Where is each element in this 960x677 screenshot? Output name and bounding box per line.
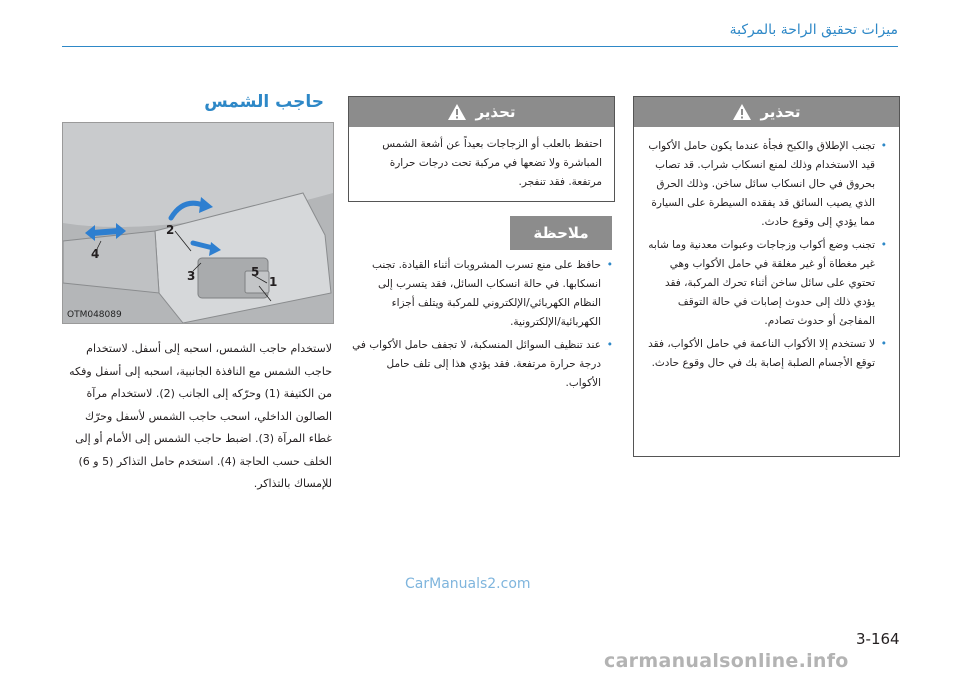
warning-text: احتفظ بالعلب أو الزجاجات بعيداً عن أشعة الشمس المباشرة ولا تضعها في مركبة تحت درجات حرارة مرتفعة. فقد تنفجر. (382, 138, 602, 188)
warning-title: تحذير (475, 103, 516, 121)
watermark: CarManuals2.com (405, 576, 531, 592)
callout-label: 3 (187, 269, 196, 283)
warning-item: • لا تستخدم إلا الأكواب الناعمة في حامل الأكواب، فقد توقع الأجسام الصلبة إصابة بك في حال وقوع حادث. (646, 335, 887, 373)
header-divider (62, 46, 898, 47)
notice-item: • عند تنظيف السوائل المنسكبة، لا تجفف حامل الأكواب في درجة حرارة مرتفعة. فقد يؤدي هذا إلى تلف حامل الأكواب. (348, 336, 613, 393)
warning-header (349, 97, 614, 127)
section-title: حاجب الشمس (204, 92, 324, 112)
warning-box-right (633, 96, 900, 457)
warning-header (634, 97, 899, 127)
callout-label: 4 (91, 247, 100, 261)
page-number: 3-164 (856, 630, 900, 648)
warning-title: تحذير (760, 103, 801, 121)
callout-label: 2 (166, 223, 175, 237)
callout-label: 5 (251, 265, 260, 279)
notice-item: • حافظ على منع تسرب المشروبات أثناء القيادة. تجنب انسكابها. في حالة انسكاب السائل، فقد يتسرب إلى النظام الكهربائي/الإلكتروني للمركبة ويتلف أجزاء الكهربائية/الإلكترونية. (348, 256, 613, 332)
notice-list (348, 256, 613, 397)
callout-label: 1 (269, 275, 278, 289)
sun-visor-illustration (63, 123, 333, 323)
section-body: لاستخدام حاجب الشمس، اسحبه إلى أسفل. لاستخدام حاجب الشمس مع النافذة الجانبية، اسحبه إلى أسفل وفكه من الكتيفة (1) وحرّكه إلى الجانب (2). لاستخدام مرآة الصالون الداخلي، اسحب حاجب الشمس لأسفل وحرّك غطاء المرآة (3). اضبط حاجب الشمس إلى الأمام أو إلى الخلف حسب الحاجة (4). استخدم حامل التذاكر (5 و 6) للإمساك بالتذاكر. (69, 342, 332, 490)
warning-triangle-icon (447, 103, 467, 121)
warning-item: • تجنب الإطلاق والكبح فجأة عندما يكون حامل الأكواب قيد الاستخدام وذلك لمنع انسكاب شراب. قد تصاب بحروق في حال انسكاب سائل ساخن. وذلك الحرق الذي يصيب السائق قد يفقده السيطرة على السيارة مما يؤدي إلى وقوع حادث. (646, 137, 887, 232)
warning-triangle-icon (732, 103, 752, 121)
watermark-bottom: carmanualsonline.info (604, 650, 849, 672)
warning-box-middle (348, 96, 615, 202)
page-header-title: ميزات تحقيق الراحة بالمركبة (729, 22, 898, 38)
figure-code: OTM048089 (67, 310, 122, 320)
warning-item: • تجنب وضع أكواب وزجاجات وعبوات معدنية وما شابه غير مغطاة أو غير مغلقة في حامل الأكواب وهي تحتوي على سائل ساخن أثناء تحرك المركبة، فقد يؤدي ذلك إلى حدوث إصابات في حالة التوقف المفاجئ أو حدوث تصادم. (646, 236, 887, 331)
notice-banner: ملاحظة (510, 216, 612, 250)
sun-visor-figure (62, 122, 334, 324)
